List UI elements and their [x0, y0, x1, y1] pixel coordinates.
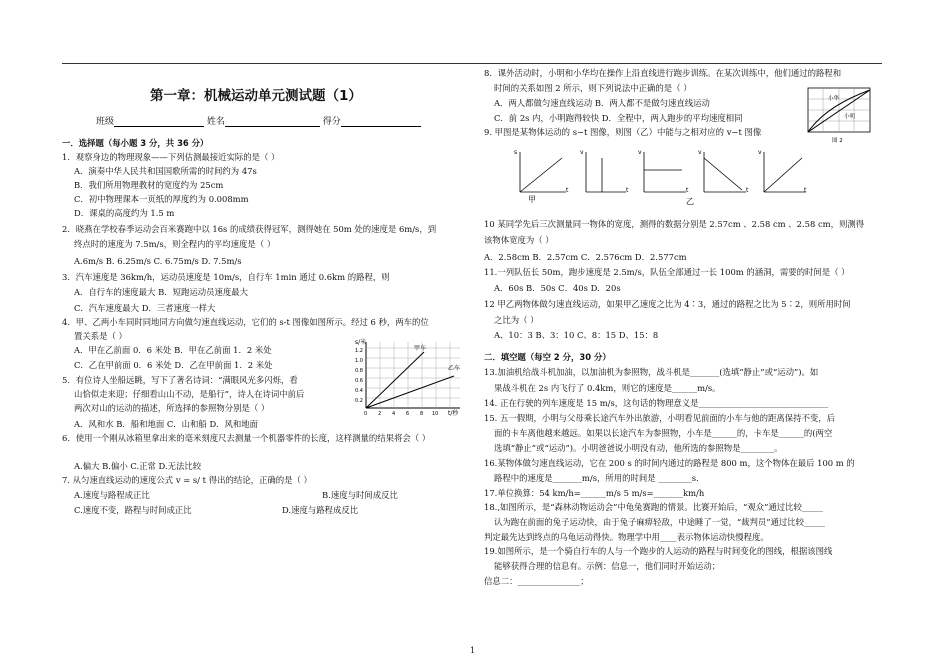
q8-caption: 图 2	[832, 138, 843, 144]
question-line: 时间的关系如图 2 所示，则下列说法中正确的是（ ）	[494, 83, 692, 93]
question-line: 山恰似走来迎；仔细看山山不动，是船行”，诗人在诗词中前后	[74, 389, 305, 399]
question-line: C．乙在甲前面 0．6 米处 D．乙在甲前面 1．2 米处	[74, 360, 273, 370]
question-line: A．两人都做匀速直线运动 B．两人都不是做匀速直线运动	[494, 98, 710, 108]
question-line: 15. 五一假期，小明与父母乘长途汽车外出旅游，小明看见前面的小车与他的距离保持不变，后	[484, 413, 835, 423]
question-line: 12 甲乙两物体做匀速直线运动，如果甲乙速度之比为 4∶3，通过的路程之比为 5∶2，则所用时间	[484, 299, 851, 309]
question-line: A．演奏中华人民共和国国歌所需的时间约为 47s	[74, 166, 257, 176]
section-heading: 二．填空题（每空 2 分，30 分）	[484, 352, 611, 362]
question-line: 之比为（ ）	[494, 315, 539, 325]
tick: 0.2	[355, 398, 363, 404]
q8-graph	[800, 86, 880, 146]
tick: 8	[420, 411, 424, 417]
question-line: A．自行车的速度最大 B．短跑运动员速度最大	[74, 287, 248, 297]
question-line: B．我们所用物理教材的宽度约为 25cm	[74, 180, 224, 190]
question-line: 认为跑在前面的兔子运动快，由于兔子麻痹轻敌，中途睡了一觉，“裁判员”通过比较_____	[494, 517, 825, 527]
q4-st-graph	[352, 338, 472, 416]
q9-graphs	[506, 146, 806, 206]
axis-label: v	[638, 149, 642, 156]
question-line: D.速度与路程成反比	[282, 505, 359, 515]
score-label: 得分	[322, 117, 341, 127]
page-title: 第一章：机械运动单元测试题（1）	[150, 88, 362, 104]
question-line: A.偏大 B.偏小 C.正常 D.无法比较	[74, 461, 202, 471]
q9-label-jia: 甲	[528, 195, 536, 204]
question-line: 2．晓燕在学校春季运动会百米赛跑中以 16s 的成绩获得冠军，测得她在 50m 处的速度是 6m/s，到	[62, 224, 437, 234]
tick: 1.0	[355, 358, 363, 364]
question-line: 面的卡车离他越来越远。如果以长途汽车为参照物，小车是______的，卡车是______的(两空	[494, 428, 833, 438]
name-label: 姓名	[206, 117, 225, 127]
question-line: 13.加油机给战斗机加油，以加油机为参照物，战斗机是_______(选填“静止”或“运动”)。如	[484, 367, 819, 377]
question-line: 9. 甲图是某物体运动的 s−t 图像，则图（乙）中能与之相对应的 v−t 图像	[484, 127, 762, 137]
question-line: A.6m/s B. 6.25m/s C. 6.75m/s D. 7.5m/s	[74, 256, 242, 266]
question-line: 能够获得合理的信息有。示例：信息一，他们同时开始运动；	[494, 561, 721, 571]
question-line: D．课桌的高度约为 1.5 m	[74, 208, 175, 218]
question-line: 路程中的速度是_______m/s，所用的时间是 ________s.	[494, 473, 699, 483]
tick: 6	[406, 411, 410, 417]
tick: 2	[378, 411, 382, 417]
class-label: 班级	[96, 117, 115, 127]
question-line: 该物体宽度为（ ）	[484, 235, 554, 245]
tick: 0.4	[355, 388, 363, 394]
axis-label: t	[626, 187, 629, 194]
axis-label: t	[686, 187, 689, 194]
question-line: 6．使用一个刚从冰箱里拿出来的毫米刻度尺去测量一个机器零件的长度，这样测量的结果将会（ ）	[62, 433, 431, 443]
tick: 4	[392, 411, 396, 417]
question-line: 两次对山的运动的描述，所选择的参照物分别是（ ）	[74, 403, 270, 413]
question-line: 信息二：_______________；	[484, 576, 589, 586]
question-line: C．前 2s 内，小明跑得较快 D．全程中，两人跑步的平均速度相同	[494, 113, 743, 123]
question-line: 18.,如图所示，是“森林动物运动会”中龟兔赛跑的情景。比赛开始后，“观众”通过比较_____	[484, 502, 823, 512]
question-line: 11.一列队伍长 50m，跑步速度是 2.5m/s，队伍全部通过一长 100m 的涵洞，需要的时间是（ ）	[484, 267, 850, 277]
section-heading: 一．选择题（每小题 3 分，共 36 分）	[62, 138, 209, 148]
question-line: C．初中物理课本一页纸的厚度约为 0.008mm	[74, 194, 249, 204]
axis-label: t	[566, 187, 569, 194]
question-line: C.速度不变，路程与时间成正比	[74, 505, 192, 515]
question-line: 4．甲、乙两小车同时同地同方向做匀速直线运动，它们的 s-t 图像如图所示。经过 6 秒，两车的位	[62, 317, 429, 327]
question-line: B.速度与时间成反比	[322, 490, 398, 500]
question-line: 8．课外活动时，小明和小华均在操作上沿直线进行跑步训练。在某次训练中，他们通过的路程和	[484, 68, 842, 78]
question-line: 10 某同学先后三次测量同一物体的宽度，测得的数据分别是 2.57cm 、2.58 cm 、2.58 cm，则测得	[484, 219, 865, 229]
question-line: A．甲在乙前面 0．6 米处 B．甲在乙前面 1．2 米处	[74, 345, 272, 355]
student-info-line	[96, 114, 421, 127]
axis-label: t	[804, 187, 807, 194]
axis-label: v	[580, 149, 584, 156]
question-line: A．2.58cm B．2.57cm C．2.576cm D．2.577cm	[484, 252, 687, 262]
question-line: 选填“静止”或“运动”)。小明爸爸说小明没有动，他所选的参照物是________。	[494, 443, 783, 453]
tick: 0.8	[355, 368, 363, 374]
question-line: 7. 从匀速直线运动的速度公式 v = s/ t 得出的结论，正确的是（ ）	[62, 475, 312, 485]
axis-label: v	[698, 149, 702, 156]
q8-label-xiaoming: 小明	[844, 114, 856, 120]
question-line: 14. 正在行驶的列车速度是 15 m/s，这句话的物理意义是_______________________________	[484, 398, 829, 408]
axis-label: s	[514, 149, 518, 156]
question-line: 16.某物体做匀速直线运动，它在 200 s 的时间内通过的路程是 800 m，这个物体在最后 100 m 的	[484, 458, 855, 468]
q4-label-jia: 甲车	[414, 345, 427, 352]
page-number: 1	[470, 646, 476, 655]
q9-label-yi: 乙	[686, 197, 694, 206]
tick: 1.2	[355, 348, 363, 354]
question-line: 果战斗机在 2s 内飞行了 0.4km，则它的速度是______m/s。	[494, 383, 721, 393]
axis-label: v	[758, 149, 762, 156]
question-line: 终点时的速度为 7.5m/s，则全程内的平均速度是（ ）	[74, 239, 276, 249]
question-line: C．汽车速度最大 D．三者速度一样大	[74, 303, 216, 313]
question-line: A.速度与路程成正比	[74, 490, 150, 500]
question-line: 3．汽车速度是 36km/h，运动员速度是 10m/s，自行车 1min 通过 0.6km 的路程，则	[62, 272, 390, 282]
question-line: A．60s B．50s C．40s D．20s	[494, 283, 621, 293]
question-line: 19.如图所示，是一个骑自行车的人与一个跑步的人运动的路程与时间变化的图线，根据该图线	[484, 546, 833, 556]
q8-label-xiaohua: 小华	[828, 96, 840, 102]
question-line: 5．有位诗人坐船远眺，写下了著名诗词：“满眼风光多闪烁，看	[62, 375, 298, 385]
q4-xlabel: t/秒	[448, 410, 459, 417]
tick: 0.6	[355, 378, 363, 384]
question-line: 17.单位换算：54 km/h=______m/s 5 m/s=_______km/h	[484, 488, 705, 498]
question-line: 判定最先达到终点的乌龟运动得快。物理学中用____表示物体运动快慢程度。	[484, 532, 769, 542]
tick: 10	[432, 411, 439, 417]
score-field[interactable]	[341, 117, 421, 127]
tick: 0	[364, 411, 368, 417]
question-line: A、10：3 B、3：10 C、8：15 D、15：8	[494, 330, 659, 340]
class-field[interactable]	[114, 117, 204, 127]
axis-label: t	[746, 187, 749, 194]
top-rule	[62, 63, 882, 64]
q4-ylabel: s/米	[355, 339, 367, 346]
question-line: 1．观察身边的物理现象——下列估测最接近实际的是（ ）	[62, 152, 280, 162]
name-field[interactable]	[225, 117, 320, 127]
question-line: A．风和水 B．船和地面 C．山和船 D．风和地面	[74, 419, 259, 429]
q4-label-yi: 乙车	[448, 365, 461, 372]
question-line: 置关系是（ ）	[74, 331, 127, 341]
